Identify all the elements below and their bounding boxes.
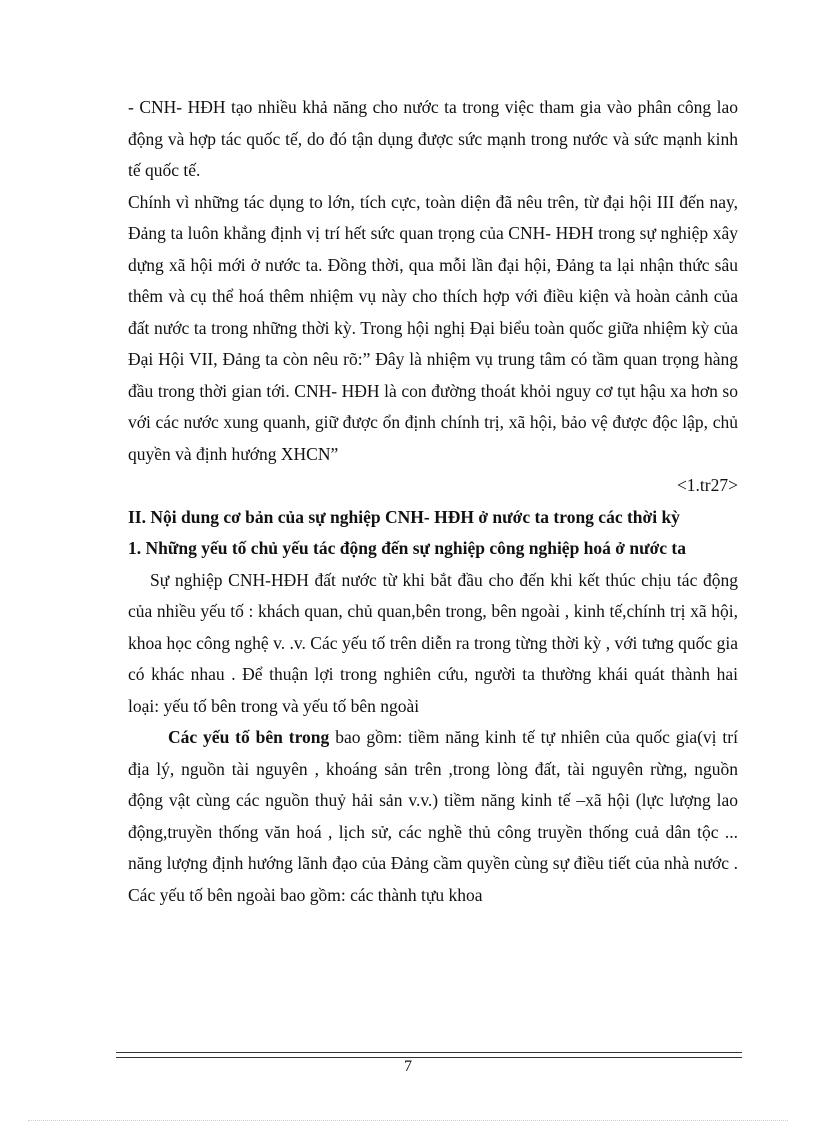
paragraph-3: Sự nghiệp CNH-HĐH đất nước từ khi bắt đầu cho đến khi kết thúc chịu tác động của nhiều yếu tố : khách quan, chủ quan,bên trong, bên ngoài , kinh tế,chính trị xã hội, khoa học công nghệ v. .v. Các yếu tố trên diễn ra trong từng thời kỳ , với tưng quốc gia có khác nhau . Để thuận lợi trong nghiên cứu, người ta thường khái quát thành hai loại: yếu tố bên trong và yếu tố bên ngoài [128,569,738,716]
section-heading: II. Nội dung cơ bản của sự nghiệp CNH- HĐH ở nước ta trong các thời kỳ [128,506,680,527]
paragraph-4 [128,722,738,911]
paragraph-2: Chính vì những tác dụng to lớn, tích cực, toàn diện đã nêu trên, từ đại hội III đến nay, Đảng ta luôn khẳng định vị trí hết sức quan trọng của CNH- HĐH trong sự nghiệp xây dựng xã hội mới ở nước ta. Đồng thời, qua mỗi lần đại hội, Đảng ta lại nhận thức sâu thêm và cụ thể hoá thêm nhiệm vụ này cho thích hợp với điều kiện và hoàn cảnh của đất nước ta trong những thời kỳ. Trong hội nghị Đại biểu toàn quốc giữa nhiệm kỳ của Đại Hội VII, Đảng ta còn nêu rõ:” Đây là nhiệm vụ trung tâm có tầm quan trọng hàng đầu trong thời gian tới. CNH- HĐH là con đường thoát khỏi nguy cơ tụt hậu xa hơn so với các nước xung quanh, giữ được ổn định chính trị, xã hội, bảo vệ được độc lập, chủ quyền và định hướng XHCN” [128,191,738,464]
page-number: 7 [404,1058,412,1075]
paragraph-4-bold-term: Các yếu tố bên trong [168,727,330,747]
citation-reference: <1.tr27> [676,475,738,495]
page-bottom-border [28,1120,788,1121]
subsection-heading: 1. Những yếu tố chủ yếu tác động đến sự nghiệp công nghiệp hoá ở nước ta [128,538,686,558]
page-body [128,92,738,911]
paragraph-4-text: bao gồm: tiềm năng kinh tế tự nhiên của quốc gia(vị trí địa lý, nguồn tài nguyên , khoáng sản trên ,trong lòng đất, tài nguyên rừng, nguồn động vật cùng các nguồn thuỷ hải sản v.v.) tiềm năng kinh tế –xã hội (lực lượng lao động,truyền thống văn hoá , lịch sử, các nghề thủ công truyền thống cuả dân tộc ... năng lượng định hướng lãnh đạo của Đảng cầm quyền cùng sự điều tiết của nhà nước . Các yếu tố bên ngoài bao gồm: các thành tựu khoa [128,727,738,905]
paragraph-1: - CNH- HĐH tạo nhiều khả năng cho nước ta trong việc tham gia vào phân công lao động và hợp tác quốc tế, do đó tận dụng được sức mạnh trong nước và sức mạnh kinh tế quốc tế. [128,97,738,180]
